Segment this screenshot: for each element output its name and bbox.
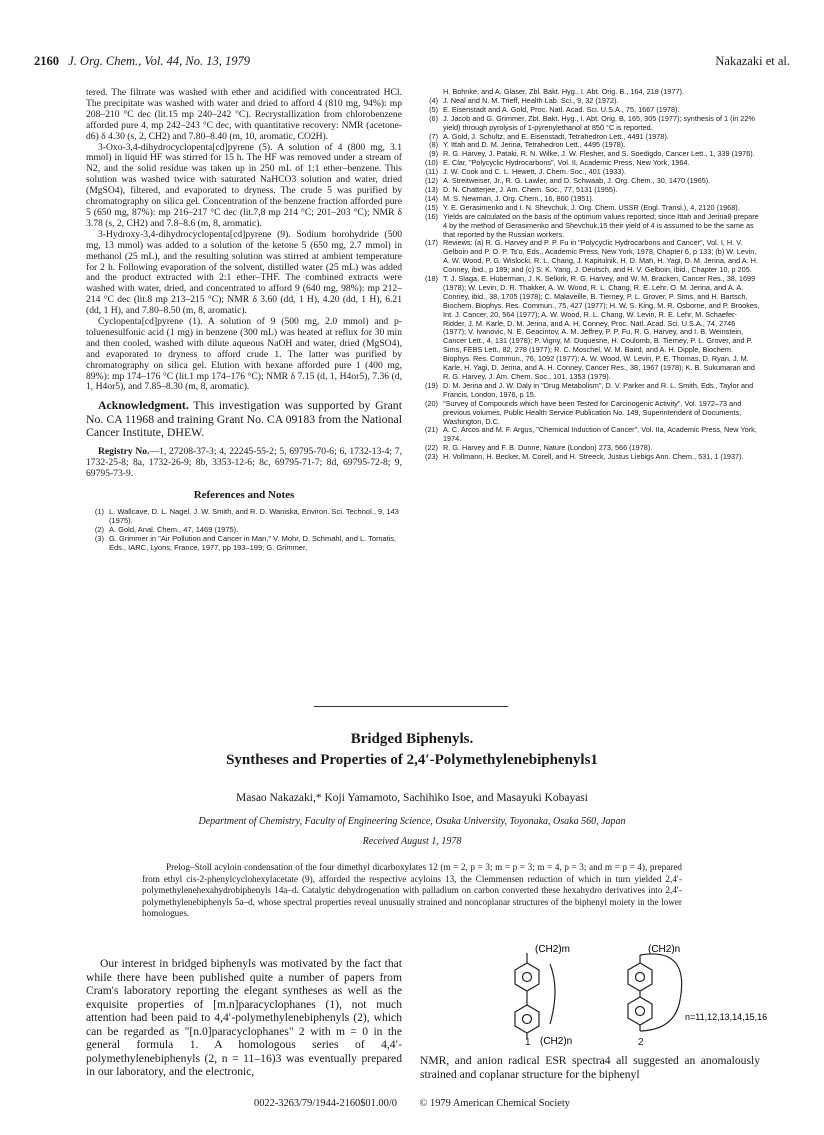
reference-number: (4) bbox=[429, 95, 438, 105]
reference-text: Y. Ittah and D. M. Jerina, Tetrahedron Lett., 4495 (1978). bbox=[443, 140, 626, 150]
references-heading: References and Notes bbox=[193, 488, 295, 501]
reference-item bbox=[420, 453, 760, 462]
reference-item bbox=[86, 507, 402, 525]
ch2-n-top-label: (CH2)n bbox=[648, 944, 681, 955]
reference-text: M. S. Newman, J. Org. Chem., 16, 860 (1951). bbox=[443, 193, 594, 203]
registry-text: —1, 27208-37-3; 4, 22245-55-2; 5, 69795-70-6; 6, 1732-13-4; 7, 1732-25-8; 8a, 1732-26-9; 8b, 3353-12-6; 8c, 69795-71-7; 8d, 69795-72-8; 9, 69795-73-9. bbox=[86, 445, 403, 479]
reference-text: H. Bohnke, and A. Glaser, Zbl. Bakt. Hyg., I. Abt. Orig. B., 164, 218 (1977). bbox=[443, 87, 684, 96]
reference-number: (6) bbox=[429, 113, 438, 123]
reference-number: (12) bbox=[425, 176, 438, 186]
footer bbox=[0, 1098, 824, 1109]
compound-label-2-text: 2 bbox=[638, 1037, 644, 1048]
reference-text: G. Grimmer in "Air Pollution and Cancer in Man," V. Mohr, D. Schmahl, and L. Tomatis, Eds., IARC, Lyons, France, 1977, pp 193–199; G. Grimmer, bbox=[109, 533, 397, 552]
ring-top-2 bbox=[628, 963, 652, 991]
reference-text: L. Wallcave, D. L. Nagel, J. W. Smith, and R. D. Waniska, Environ. Sci. Technol., 9, 143 (1975). bbox=[109, 506, 399, 525]
ring-bot-2 bbox=[628, 997, 652, 1025]
article-code: 0022-3263/79/1944-2160$01.00/0 bbox=[254, 1098, 397, 1109]
references-list-left bbox=[86, 507, 402, 552]
article-authors: Masao Nakazaki,* Koji Yamamoto, Sachihiko Isoe, and Masayuki Kobayasi bbox=[236, 792, 588, 804]
reference-text: D. M. Jerina and J. W. Daly in "Drug Metabolism", D. V. Parker and R. L. Smith, Eds., Taylor and Francis, London, 1976, p 15. bbox=[443, 380, 754, 399]
reference-number: (9) bbox=[429, 149, 438, 159]
left-column bbox=[86, 88, 402, 552]
reference-number: (10) bbox=[425, 158, 438, 168]
reference-number: (21) bbox=[425, 425, 438, 435]
reference-item bbox=[420, 400, 760, 427]
reference-text: A. C. Arcos and M. F. Argus, "Chemical Induction of Cancer", Vol. IIa, Academic Press, New York, 1974. bbox=[443, 425, 757, 444]
registry-numbers bbox=[86, 447, 402, 480]
reference-item bbox=[420, 213, 760, 240]
ring-bot-1 bbox=[515, 1005, 539, 1033]
reference-item bbox=[420, 426, 760, 444]
journal-citation: J. Org. Chem., Vol. 44, No. 13, 1979 bbox=[68, 54, 250, 68]
right-column bbox=[420, 88, 760, 462]
article-title: Bridged Biphenyls. bbox=[350, 731, 474, 747]
reference-item bbox=[86, 534, 402, 552]
running-header bbox=[34, 54, 790, 72]
intro-paragraph: Our interest in bridged biphenyls was motivated by the fact that while there have been published quite a number of papers from Cram's laboratory reporting the elegant syntheses as well as the exquisite properties of [m.n]paracyclophanes (1), not much attention had been paid to 4,4′-polymethylenebiphenyls (2), which can be regarded as "[n.0]paracyclophanes" 2 with m = 0 in the general formula 1. A homologous series of 4,4′-polymethylenebiphenyls (2, n = 11–16)3 was eventually prepared in our laboratory, and the electronic, bbox=[86, 957, 402, 1078]
reference-number: (2) bbox=[94, 524, 104, 534]
experimental-paragraph: 3-Oxo-3,4-dihydrocyclopenta[cd]pyrene (5). A solution of 4 (800 mg, 3.1 mmol) in liquid HF was stirred for 15 h. The HF was removed under a stream of N2, and the solid residue was taken up in 250 mL of 1:1 ether–benzene. This solution was washed twice with saturated NaHCO3 solution and water, dried (MgSO4), filtered, and evaporated to dryness. The crude 5 was purified by chromatography on silica gel. Concentration of the benzene fraction afforded pure 5 (650 mg, 87%): mp 216–217 °C dec (lit.7,8 mp 214 °C; 201–203 °C); NMR δ 3.78 (s, 2, CH2) and 7.8–8.6 (m, 8, aromatic). bbox=[86, 141, 402, 229]
reference-text: A. Streitweiser, Jr., R. G. Lawler, and D. Schwaab, J. Org. Chem., 30, 1470 (1965). bbox=[443, 176, 711, 186]
ring-top-1 bbox=[515, 963, 539, 991]
experimental-paragraph: 3-Hydroxy-3,4-dihydrocyclopenta[cd]pyrene (9). Sodium borohydride (500 mg, 13 mmol) was added to a solution of the ketone 5 (650 mg, 2.7 mmol) in methanol (25 mL), and the resulting solution was stirred at ambient temperature for 2 h. Following evaporation of the solvent, distilled water (25 mL) was added and the product extracted with 2:1 ether–THF. The combined extracts were washed with water, dried, and concentrated to afford 9 (640 mg, 98%): mp 212–214 °C dec (lit.8 mp 213–215 °C); NMR δ 3.60 (dd, 1 H), 4.20 (dd, 1 H), 6.21 (dd, 1 H), and 7.80–8.50 (m, 8, aromatic). bbox=[86, 228, 402, 317]
reference-text: R. G. Harvey, J. Pataki, R. N. Wilke, J. W. Flesher, and S. Soedigdo, Cancer Lett., 1, 339 (1976). bbox=[443, 149, 755, 159]
reference-number: (11) bbox=[425, 167, 438, 177]
reference-text: H. Vollmann, H. Becker, M. Corell, and H. Streeck, Justus Liebigs Ann. Chem., 531, 1 (1937). bbox=[443, 452, 744, 462]
ch2-n-bottom-label: (CH2)n bbox=[540, 1036, 573, 1047]
acknowledgment bbox=[86, 399, 402, 439]
reference-text: Yields are calculated on the basis of the optimum values reported; since Ittah and Jerina8 prepare 4 by the method of Gerasimenko and Shevchuk,15 their yield of 4 is assumed to be the same as that reported by the Russian workers. bbox=[443, 211, 759, 239]
acknowledgment-text: This investigation was supported by Grant No. CA 11968 and training Grant No. CA 09183 from the National Cancer Institute, DHEW. bbox=[86, 398, 402, 439]
reference-number: (5) bbox=[429, 104, 438, 114]
ch2-m-label: (CH2)m bbox=[535, 944, 570, 955]
reference-text: J. W. Cook and C. L. Hewett, J. Chem. Soc., 401 (1933). bbox=[443, 167, 626, 177]
page-number: 2160 bbox=[34, 54, 59, 68]
acknowledgment-heading: Acknowledgment. bbox=[98, 398, 189, 413]
reference-number: (18) bbox=[425, 274, 438, 284]
compound-label-1-text: 1 bbox=[525, 1037, 531, 1048]
reference-text: A. Gold, Anal. Chem., 47, 1469 (1975). bbox=[109, 524, 239, 534]
intro-text bbox=[86, 957, 402, 1079]
registry-heading: Registry No. bbox=[98, 445, 150, 457]
reference-number: (15) bbox=[425, 202, 438, 212]
reference-text: Y. E. Gerasimenko and I. N. Shevchuk, J. Org. Chem. USSR (Engl. Transl.), 4, 2120 (1968). bbox=[443, 202, 740, 212]
reference-number: (8) bbox=[429, 140, 438, 150]
experimental-paragraph: Cyclopenta[cd]pyrene (1). A solution of 9 (500 mg, 2.0 mmol) and p-toluenesulfonic acid (1 mg) in benzene (300 mL) was heated at reflux for 30 min and then cooled, washed with dilute aqueous NaOH and water, dried (MgSO4), and evaporated to dryness to afford crude 1. The latter was purified by chromatography on silica gel. Elution with hexane afforded pure 1 (400 mg, 89%): mp 174–176 °C (lit.1 mp 174–176 °C); NMR δ 7.15 (d, 1, H4or5), 7.36 (d, 1, H4or5), and 7.85–8.30 (m, 8, aromatic). bbox=[86, 316, 402, 393]
received-date: Received August 1, 1978 bbox=[362, 836, 462, 847]
article-subtitle: Syntheses and Properties of 2,4′-Polymethylenebiphenyls1 bbox=[226, 752, 598, 768]
reference-text: J. Neal and N. M. Trieff, Health Lab. Sci., 9, 32 (1972). bbox=[443, 95, 619, 105]
reference-number: (7) bbox=[429, 131, 438, 141]
reference-item bbox=[420, 382, 760, 400]
reference-number: (17) bbox=[425, 238, 438, 248]
header-authors: Nakazaki et al. bbox=[715, 54, 790, 68]
reference-number: (13) bbox=[425, 184, 438, 194]
reference-number: (3) bbox=[94, 533, 104, 543]
references-list-right bbox=[420, 88, 760, 462]
reference-text: A. Gold, J. Schultz, and E. Eisenstadt, Tetrahedron Lett., 4491 (1978). bbox=[443, 131, 669, 141]
reference-item bbox=[86, 525, 402, 534]
reference-number: (16) bbox=[425, 211, 438, 221]
reference-text: J. Jacob and G. Grimmer, Zbt. Bakt. Hyg., I. Abt. Orig. B, 165, 305 (1977); synthesis of 1 (in 22% yield) through pyrolysis of 1-pyrenylethanol at 850 °C is reported. bbox=[443, 113, 755, 132]
reference-item bbox=[420, 239, 760, 275]
reference-text: E. Clar, "Polycyclic Hydrocarbons", Vol. II, Academic Press, New York, 1964. bbox=[443, 158, 690, 168]
reference-number: (19) bbox=[425, 380, 438, 390]
reference-text: "Survey of Compounds which have been Tested for Carcinogenic Activity", Vol. 1972–73 and previous volumes, Public Health Service Publication No. 149, Superintendent of Documents, Washington, D.C. bbox=[443, 398, 742, 426]
reference-text: E. Eisenstadt and A. Gold, Proc. Natl. Acad. Sci. U.S.A., 75, 1667 (1978). bbox=[443, 104, 680, 114]
section-divider bbox=[314, 706, 508, 707]
experimental-paragraph: tered. The filtrate was washed with ether and acidified with concentrated HCl. The precipitate was washed with water and dried to afford 4 (810 mg, 94%): mp 208–210 °C dec (lit.15 mp 240–242 °C). Recrystallization from chlorobenzene afforded pure 4, mp 242–243 °C dec, with quantitative recovery: NMR (acetone-d6) δ 4.30 (s, 2, CH2) and 7.80–8.40 (m, 10, aromatic, CO2H). bbox=[86, 87, 402, 142]
structure-figure bbox=[470, 940, 770, 1050]
abstract: Prelog–Stoll acyloin condensation of the four dimethyl dicarboxylates 12 (m = 2, p = 3; m = p = 3; m = 4, p = 3; and m = p = 4), prepared from ethyl cis-2-phenylcyclohexylacetate (9), afforded the respective acyloins 13, the Clemmensen reduction of which in turn yielded 2,4′-polymethylenehexahydrobiphenyls 14a–d. Catalytic dehydrogenation with palladium on carbon converted these hexahydro derivatives into 2,4′-polymethylenebiphenyls 5a–d, whose spectral properties reveal unusually strained and noncoplanar structures of the biphenyl moiety in the lower homologues. bbox=[142, 862, 682, 919]
reference-text: R. G. Harvey and F. B. Dunne, Nature (London) 273, 566 (1978). bbox=[443, 443, 653, 453]
reference-number: (22) bbox=[425, 443, 438, 453]
reference-item bbox=[420, 275, 760, 382]
reference-text: D. N. Chatterjee, J. Am. Chem. Soc., 77, 5131 (1955). bbox=[443, 184, 618, 194]
affiliation: Department of Chemistry, Faculty of Engineering Science, Osaka University, Toyonaka, Osaka 560, Japan bbox=[198, 816, 626, 827]
n-values-label: n=11,12,13,14,15,16 bbox=[685, 1012, 768, 1022]
intro-continuation: NMR, and anion radical ESR spectra4 all suggested an anomalously strained and coplanar structure for the biphenyl bbox=[420, 1054, 760, 1081]
reference-number: (20) bbox=[425, 398, 438, 408]
copyright: © 1979 American Chemical Society bbox=[419, 1098, 570, 1109]
reference-text: Reviews: (a) R. G. Harvey and P. P. Fu in "Polycyclic Hydrocarbons and Cancer", Vol. I, H. V. Gelboin and P. O. P. Ts'o, Eds., Academic Press, New York, 1978, Chapter 6, p 133; (b) W. Levin, A. W. Wood, P. G. Wislocki, R. L. Chang, J. Kapitulnik, H. D. Mah, H. Yagi, D. M. Jerina, and A. H. Conney, ibid., p 189; and (c) S. K. Yang, J. Deutsch, and H. V. Gelboin, ibid., Chapter 10, p 205. bbox=[443, 238, 758, 275]
reference-number: (1) bbox=[94, 506, 104, 516]
reference-text: T. J. Slaga, E. Huberman, J. K. Selkirk, R. G. Harvey, and W. M. Bracken, Cancer Res., 38, 1699 (1978); W. Levin, D. R. Thakker, A. W. Wood, R. L. Chang, R. E. Lehr, O. M. Jerina, and A. A. Conney, ibid., 38, 1705 (1978); C. Malaveille, B. Tierney, P. L. Grover, P. Sims, and H. Bartsch, Biochem. Biophys. Res. Commun., 75, 427 (1977); H. W. S. King, M. R. Osborne, and P. Brookes, Int. J. Cancer, 20, 564 (1977); A. W. Wood, R. L. Chang, W. Levin, R. E. Lehr, M. Schaefer-Ridder, J. M. Karle, D. M. Jerina, and A. H. Conney, Proc. Natl. Acad. Sci. U.S.A., 74, 2746 (1977); V. Ivanovic, N. E. Geacintov, A. M. Jeffrey, P. P. Fu, R. G. Harvey, and I. B. Weinstein, Cancer Lett., 4, 131 (1978); P. Vigny, M. Duquesne, H. Coulomb, B. Tierney, P. L. Grover, and P. Sims, FEBS Lett., 82, 278 (1977); R. C. Moschel, W. M. Baird, and A. H. Dipple, Biochem. Biophys. Res. Commun., 76, 1092 (1977); A. W. Wood, W. Levin, P. E. Thomas, D. Ryan, J. M. Karle, H. Yagi, D. Jerina, and A. H. Conney, Cancer Res., 38, 1967 (1978); K. B. Sukumaran and R. G. Harvey, J. Am. Chem. Soc., 101, 1353 (1979). bbox=[443, 274, 760, 381]
reference-number: (14) bbox=[425, 193, 438, 203]
reference-item bbox=[420, 115, 760, 133]
reference-number: (23) bbox=[425, 452, 438, 462]
